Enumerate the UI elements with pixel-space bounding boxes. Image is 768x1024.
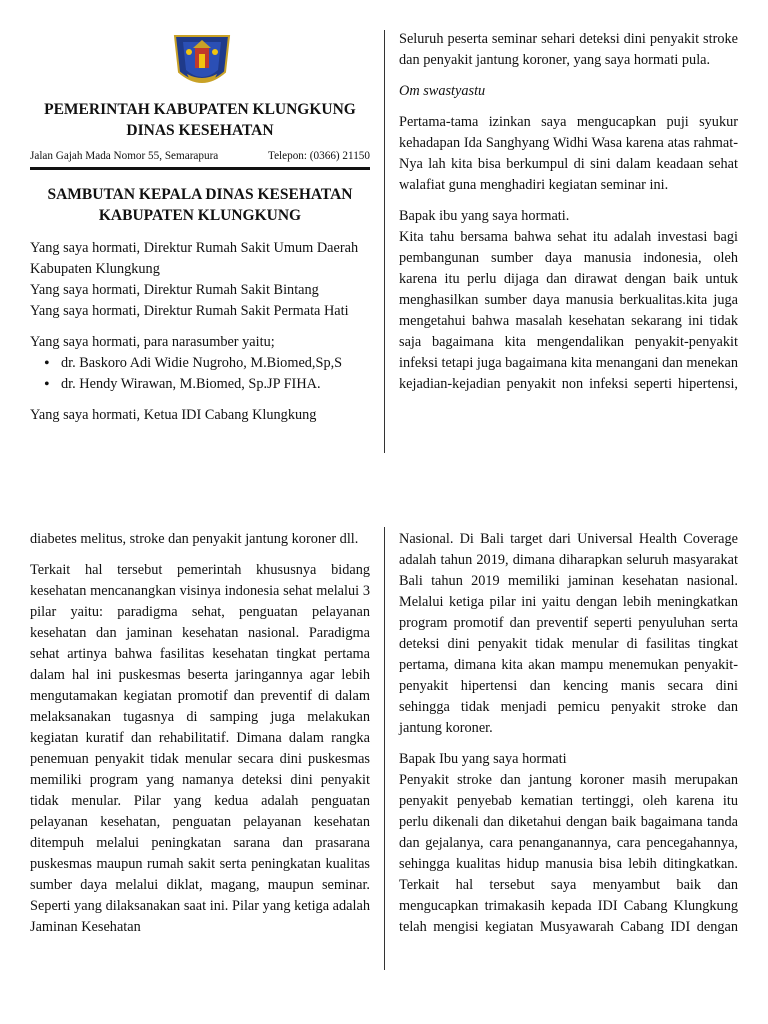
paragraph: Seluruh peserta seminar sehari deteksi dini penyakit stroke dan penyakit jantung koroner, yang saya hormati pula. <box>399 31 738 68</box>
title-line-1: SAMBUTAN KEPALA DINAS KESEHATAN <box>47 186 353 203</box>
address-row <box>30 149 370 163</box>
greeting-director-bintang: Yang saya hormati, Direktur Rumah Sakit Bintang <box>30 282 319 298</box>
speaker-list <box>30 353 370 395</box>
paragraph-heading: Bapak ibu yang saya hormati. <box>399 208 570 224</box>
letterhead-rule <box>30 167 370 170</box>
phone: Telepon: (0366) 21150 <box>268 150 370 162</box>
greeting-idi-chair: Yang saya hormati, Ketua IDI Cabang Klungkung <box>30 407 317 423</box>
greetings <box>30 238 370 426</box>
org-department: DINAS KESEHATAN <box>126 122 274 139</box>
regency-emblem-logo <box>169 30 235 92</box>
page1-right-column <box>399 29 738 395</box>
paragraph: Nasional. Di Bali target dari Universal Health Coverage adalah tahun 2019, dimana diharapkan seluruh masyarakat Bali tahun 2019 memiliki jaminan kesehatan nasional. Melalui ketiga pilar ini yaitu dengan lebih meningkatkan program promotif dan preventif seperti penyuluhan serta deteksi dini penyakit tidak menular di fasilitas tingkat pertama, dimana kita akan mampu menemukan penyakit-penyakit hipertensi dan kencing manis secara dini sehingga tidak menjadi pemicu penyakit stroke dan jantung koroner. <box>399 531 738 736</box>
paragraph: Penyakit stroke dan jantung koroner masih merupakan penyakit penyebab kematian tertinggi, oleh karena itu perlu dikenali dan diketahui dengan baik bagaimana tanda dan gejalanya, cara penanganannya, cara pencegahannya, sehingga kualitas hidup manusia bisa lebih ditingkatkan. Terkait hal tersebut saya menyambut baik dan mengucapkan trimakasih kepada IDI Cabang Klungkung telah mengisi kegiatan Musyawarah Cabang IDI dengan <box>399 772 738 935</box>
list-item: • dr. Baskoro Adi Widie Nugroho, M.Biomed,Sp,S <box>30 353 370 374</box>
letterhead <box>30 99 370 170</box>
column-divider-bottom <box>384 527 385 970</box>
speech-title <box>30 184 370 226</box>
greeting-speakers: Yang saya hormati, para narasumber yaitu; <box>30 334 275 350</box>
salutation-om-swastyastu: Om swastyastu <box>399 83 486 99</box>
greeting-director-permata-hati: Yang saya hormati, Direktur Rumah Sakit Permata Hati <box>30 303 349 319</box>
org-name: PEMERINTAH KABUPATEN KLUNGKUNG <box>44 101 356 118</box>
paragraph: Pertama-tama izinkan saya mengucapkan puji syukur kehadapan Ida Sanghyang Widhi Wasa karena atas rahmat-Nya lah kita bisa berkumpul di sini dalam keadaan sehat walafiat guna menghadiri kegiatan seminar ini. <box>399 114 738 193</box>
paragraph: Kita tahu bersama bahwa sehat itu adalah investasi bagi pembangunan sumber daya manusia indonesia, oleh karena itu perlu dijaga dan dirawat dengan baik untuk menghasilkan sumber daya manusia berkualitas.kita juga mengetahui bahwa masalah kesehatan sekarang ini tidak saja bagaimana kita mengendalikan penyakit-penyakit infeksi tetapi juga bagaimana kita menangani dan menekan kejadian-kejadian penyakit non infeksi seperti hipertensi, <box>399 229 738 392</box>
title-line-2: KABUPATEN KLUNGKUNG <box>98 207 302 224</box>
address: Jalan Gajah Mada Nomor 55, Semarapura <box>30 150 219 162</box>
page2-left-column <box>30 529 370 938</box>
list-item: • dr. Hendy Wirawan, M.Biomed, Sp.JP FIHA. <box>30 374 370 395</box>
paragraph-heading: Bapak Ibu yang saya hormati <box>399 751 567 767</box>
paragraph: diabetes melitus, stroke dan penyakit jantung koroner dll. <box>30 531 359 547</box>
paragraph: Terkait hal tersebut pemerintah khususnya bidang kesehatan mencanangkan visinya indonesia sehat melalui 3 pilar yaitu: paradigma sehat, penguatan pelayanan kesehatan dan jaminan kesehatan nasional. Paradigma sehat artinya bahwa fasilitas kesehatan tingkat pertama dalam hal ini puskesmas beserta jaringannya agar lebih mengutamakan kegiatan promotif dan preventif di dalam melaksanakan tugasnya di samping juga melakukan kegiatan kuratif dan rehabilitatif. Dimana dalam rangka penemuan penyakit tidak menular secara dini puskesmas memiliki program yang namanya deteksi dini penyakit tidak menular. Pilar yang kedua adalah penguatan pelayanan kesehatan, penguatan pelayanan kesehatan ditempuh melalui peningkatan sarana dan prasarana puskesmas maupun rumah sakit serta peningkatan kualitas sumber daya melalui diklat, magang, maupun seminar. Seperti yang dilaksanakan saat ini. Pilar yang ketiga adalah Jaminan Kesehatan <box>30 562 370 935</box>
column-divider-top <box>384 30 385 453</box>
greeting-director-rsud: Yang saya hormati, Direktur Rumah Sakit Umum Daerah Kabupaten Klungkung <box>30 240 359 277</box>
page2-right-column <box>399 529 738 938</box>
